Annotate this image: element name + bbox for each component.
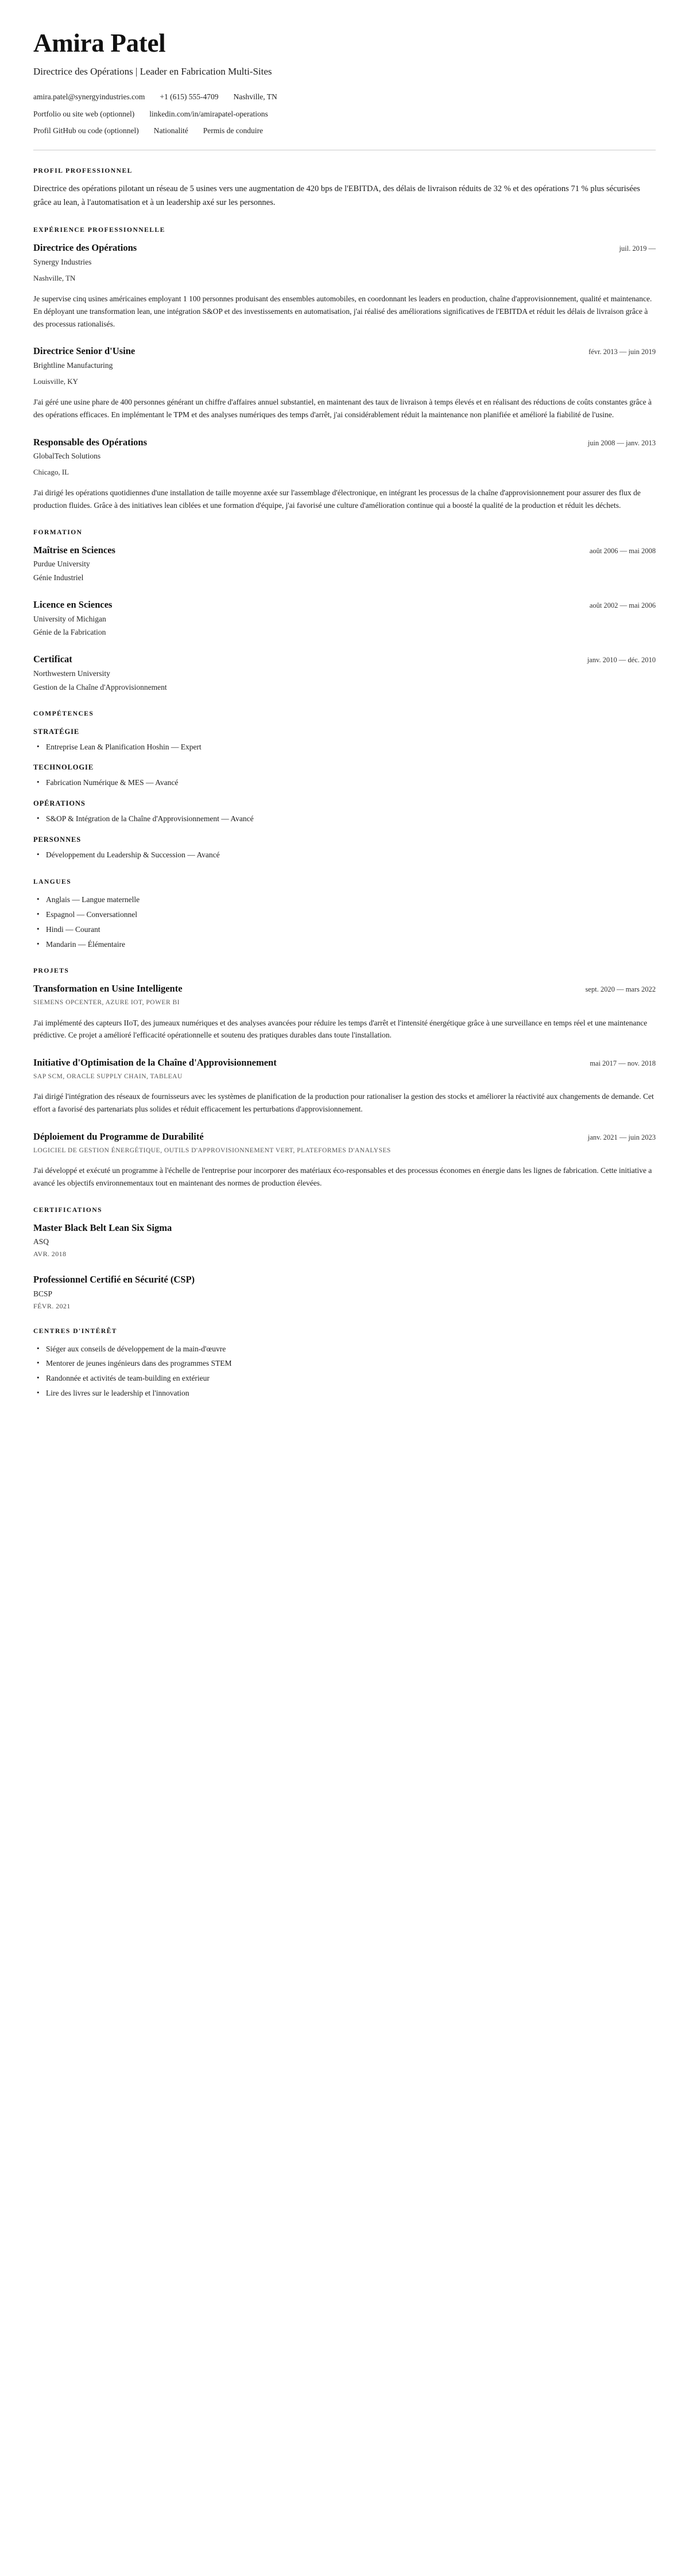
skill-item: • Développement du Leadership & Succession — Avancé [46,849,656,861]
education-school: Purdue University [33,560,90,569]
language-list [33,893,656,950]
experience-company: Synergy Industries [33,257,92,266]
education-entry-head [33,653,656,665]
contact-driving-licence: Permis de conduire [203,126,263,135]
section-profile [33,168,656,209]
interest-item: • Randonnée et activités de team-building en extérieur [46,1372,656,1385]
project-name: Initiative d'Optimisation de la Chaîne d'Approvisionnement [33,1057,277,1069]
skill-item: • Fabrication Numérique & MES — Avancé [46,776,656,789]
experience-role: Responsable des Opérations [33,436,148,448]
contact-phone[interactable]: +1 (615) 555-4709 [160,92,219,101]
education-entry [33,653,656,693]
experience-company: GlobalTech Solutions [33,452,101,461]
contact-portfolio[interactable]: Portfolio ou site web (optionnel) [33,109,135,118]
certification-issuer: ASQ [33,1237,49,1246]
contact-linkedin[interactable]: linkedin.com/in/amirapatel-operations [149,109,268,118]
certification-entry [33,1222,656,1258]
experience-description: J'ai dirigé les opérations quotidiennes d'une installation de taille moyenne axée sur l'assemblage d'électronique, en intégrant les processus de la chaîne d'approvisionnement pour assurer des flux de production fluides. Grâce à des initiatives lean ciblées et une formation d'équipe, j'ai favorisé une culture d'amélioration continue qui a boosté la qualité de la production et réduit les déchets. [33,488,641,510]
experience-description: Je supervise cinq usines américaines employant 1 100 personnes produisant des ensembles automobiles, en coordonnant les leaders en production, chaîne d'approvisionnement, qualité et maintenance. En déployant une transformation lean, une intégration S&OP et des investissements en automatisation, j'ai réalisé des améliorations significatives de l'EBITDA et réduit les délais de livraison grâce à des processus rationalisés. [33,294,652,328]
certification-name: Professionnel Certifié en Sécurité (CSP) [33,1274,195,1285]
skill-group-name: OPÉRATIONS [33,799,86,808]
section-title-interests: CENTRES D'INTÉRÊT [33,1327,117,1335]
interest-list [33,1343,656,1400]
interest-item: • Mentorer de jeunes ingénieurs dans des programmes STEM [46,1357,656,1370]
skill-group [33,763,656,789]
profile-summary-text: Directrice des opérations pilotant un réseau de 5 usines vers une augmentation de 420 bps de l'EBITDA, des délais de livraison réduits de 32 % et des opérations 71 % plus sécurisées grâce au lean, à l'automatisation et à un leadership axé sur les personnes. [33,184,640,207]
interest-item: • Siéger aux conseils de développement de la main-d'œuvre [46,1343,656,1355]
section-title-education: FORMATION [33,529,83,536]
education-school: Northwestern University [33,669,110,678]
project-entry-head [33,982,656,994]
skill-list [33,741,656,753]
education-entry-head [33,599,656,611]
candidate-name: Amira Patel [33,29,166,57]
language-item: • Anglais — Langue maternelle [46,893,656,906]
contact-row-primary [33,91,656,103]
skill-item: • Entreprise Lean & Planification Hoshin — Expert [46,741,656,753]
experience-location: Chicago, IL [33,468,69,477]
experience-company: Brightline Manufacturing [33,360,113,370]
section-title-certifications: CERTIFICATIONS [33,1206,103,1214]
project-tech-stack: SAP SCM, ORACLE SUPPLY CHAIN, TABLEAU [33,1073,183,1080]
section-projects [33,968,656,1189]
section-languages [33,879,656,950]
skill-group-name: PERSONNES [33,836,82,844]
education-date: août 2002 — mai 2006 [589,601,656,610]
education-entry [33,599,656,638]
project-tech-stack: LOGICIEL DE GESTION ÉNERGÉTIQUE, OUTILS D'APPROVISIONNEMENT VERT, PLATEFORMES D'ANALYSES [33,1147,391,1154]
project-description: J'ai dirigé l'intégration des réseaux de fournisseurs avec les systèmes de planification de la production pour rationaliser la gestion des stocks et améliorer la réactivité aux changements de demande. Cet effort a favorisé des partenariats plus solides et réduit efficacement les perturbations d'approvisionnement. [33,1092,654,1114]
skill-list [33,849,656,861]
contact-location: Nashville, TN [233,92,277,101]
contact-nationality: Nationalité [153,126,188,135]
resume-header [33,30,656,150]
education-entry [33,544,656,584]
project-description: J'ai implémenté des capteurs IIoT, des jumeaux numériques et des analyses avancées pour réduire les temps d'arrêt et l'intensité énergétique grâce à une surveillance en temps réel et une maintenance prédictive. Ce projet a amélioré l'efficacité opérationnelle et soutenu des pratiques durables dans toute l'installation. [33,1018,648,1040]
skill-group [33,799,656,825]
skill-list [33,813,656,825]
section-certifications [33,1207,656,1311]
certification-name: Master Black Belt Lean Six Sigma [33,1222,172,1233]
experience-date: juil. 2019 — [619,244,656,253]
experience-role: Directrice Senior d'Usine [33,345,136,357]
experience-location: Louisville, KY [33,376,78,386]
section-experience [33,227,656,512]
skill-item: • S&OP & Intégration de la Chaîne d'Approvisionnement — Avancé [46,813,656,825]
education-field: Gestion de la Chaîne d'Approvisionnement [33,682,167,691]
experience-description: J'ai géré une usine phare de 400 personnes générant un chiffre d'affaires annuel substantiel, en maintenant des taux de livraison à temps élevés et en réalisant des réductions de coûts constantes grâce à des opérations efficaces. En implémentant le TPM et des analyses numériques des temps d'arrêt, j'ai considérablement réduit la maintenance non planifiée et amélioré la fiabilité de l'usine. [33,397,652,419]
project-date: sept. 2020 — mars 2022 [585,985,656,994]
project-name: Transformation en Usine Intelligente [33,983,183,994]
section-education [33,529,656,693]
education-date: janv. 2010 — déc. 2010 [587,656,656,665]
education-entry-head [33,544,656,556]
project-date: janv. 2021 — juin 2023 [587,1133,656,1142]
project-tech-stack: SIEMENS OPCENTER, AZURE IOT, POWER BI [33,998,180,1006]
contact-row-extra [33,125,656,137]
education-degree: Licence en Sciences [33,599,113,611]
education-field: Génie Industriel [33,573,84,582]
interest-item: • Lire des livres sur le leadership et l'innovation [46,1387,656,1400]
language-item: • Mandarin — Élémentaire [46,938,656,951]
project-entry-head [33,1056,656,1069]
education-field: Génie de la Fabrication [33,628,106,637]
section-title-languages: LANGUES [33,879,72,886]
experience-entry [33,436,656,512]
certification-entry [33,1273,656,1310]
project-entry-head [33,1130,656,1143]
skill-group [33,836,656,861]
experience-location: Nashville, TN [33,273,76,282]
certification-date: FÉVR. 2021 [33,1301,71,1310]
skill-group-name: TECHNOLOGIE [33,763,94,772]
contact-row-links [33,108,656,121]
project-date: mai 2017 — nov. 2018 [590,1059,656,1068]
section-title-experience: EXPÉRIENCE PROFESSIONNELLE [33,227,165,234]
education-date: août 2006 — mai 2008 [589,546,656,555]
experience-role: Directrice des Opérations [33,242,137,254]
experience-entry-head [33,242,656,254]
experience-date: févr. 2013 — juin 2019 [588,348,656,356]
certification-issuer: BCSP [33,1289,53,1298]
language-item: • Espagnol — Conversationnel [46,908,656,921]
contact-email[interactable]: amira.patel@synergyindustries.com [33,92,145,101]
section-title-projects: PROJETS [33,968,69,975]
project-entry [33,1056,656,1116]
section-title-skills: COMPÉTENCES [33,710,94,717]
education-school: University of Michigan [33,614,106,623]
language-item: • Hindi — Courant [46,923,656,936]
section-title-profile: PROFIL PROFESSIONNEL [33,168,133,175]
project-entry [33,982,656,1042]
candidate-headline: Directrice des Opérations | Leader en Fabrication Multi-Sites [33,65,272,77]
skill-group-name: STRATÉGIE [33,727,80,736]
section-skills [33,710,656,861]
education-degree: Certificat [33,654,72,665]
experience-date: juin 2008 — janv. 2013 [587,438,656,447]
skill-group [33,728,656,753]
experience-entry-head [33,345,656,357]
section-interests [33,1328,656,1400]
contact-github[interactable]: Profil GitHub ou code (optionnel) [33,126,139,135]
project-entry [33,1130,656,1190]
skill-list [33,776,656,789]
experience-entry-head [33,436,656,448]
experience-entry [33,345,656,421]
project-description: J'ai développé et exécuté un programme à l'échelle de l'entreprise pour incorporer des matériaux éco-responsables et des processus économes en énergie dans les lignes de fabrication. Cette initiative a avancé les objectifs environnementaux tout en maintenant des normes de production élevées. [33,1166,652,1188]
certification-date: AVR. 2018 [33,1250,67,1258]
education-degree: Maîtrise en Sciences [33,544,115,555]
project-name: Déploiement du Programme de Durabilité [33,1131,204,1143]
experience-entry [33,242,656,330]
